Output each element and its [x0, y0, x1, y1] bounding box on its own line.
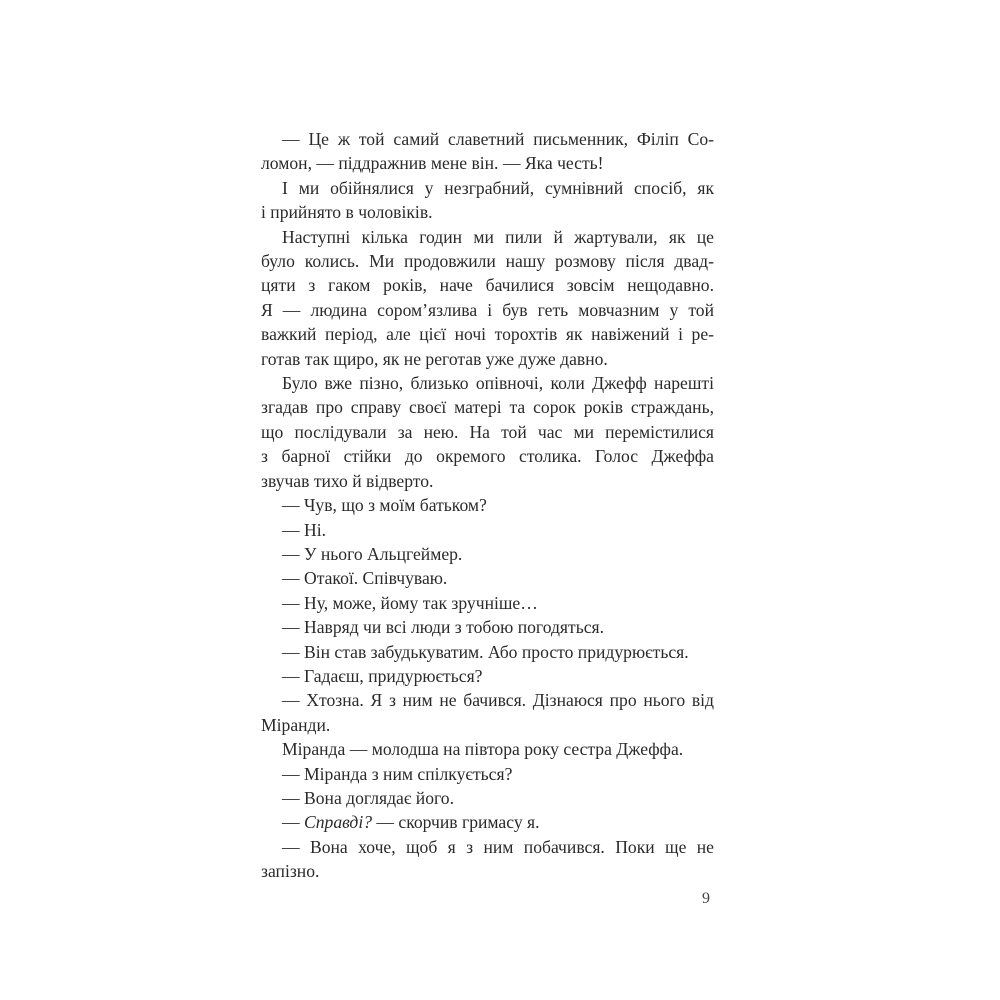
text-line: цяти з гаком років, наче бачилися зовсім нещодавно.: [261, 275, 714, 296]
text-line: І ми обійнялися у незграбний, сумнівний спосіб, як: [282, 177, 714, 198]
dialogue-line: [261, 664, 714, 688]
text-line: — Гадаєш, придурюється?: [282, 665, 483, 686]
text-line: звучав тихо й відверто.: [261, 470, 434, 491]
dialogue-line: [261, 518, 714, 542]
text-line: — Ну, може, йому так зручніше…: [282, 592, 538, 613]
text-line: — Ні.: [282, 519, 326, 540]
text-line: Було вже пізно, близько опівночі, коли Джефф нарешті: [282, 373, 714, 394]
text-line: Міранда — молодша на півтора року сестра Джеффа.: [282, 739, 684, 760]
text-line: — Вона хоче, щоб я з ним побачився. Поки ще не: [282, 836, 714, 857]
dialogue-line: [261, 688, 714, 737]
dialogue-line: [261, 762, 714, 786]
text-line: важкий період, але цієї ночі торохтів як навіжений і ре-: [261, 324, 714, 345]
dialogue-line: [261, 566, 714, 590]
text-line: — Він став забудькуватим. Або просто придурюється.: [282, 641, 689, 662]
text-line: запізно.: [261, 861, 320, 882]
text-line: — Чув, що з моїм батьком?: [282, 495, 487, 516]
dialogue-line: [261, 810, 714, 834]
text-line: — Навряд чи всі люди з тобою погодяться.: [282, 617, 605, 638]
page-number: 9: [702, 890, 710, 907]
paragraph: [261, 371, 714, 493]
text-line: [261, 810, 714, 834]
dash: —: [282, 812, 304, 833]
dialogue-line: [261, 591, 714, 615]
dialogue-line: [261, 786, 714, 810]
text-line: готав так щиро, як не реготав уже дуже давно.: [261, 348, 608, 369]
text-line: ломон, — піддражнив мене він. — Яка честь!: [261, 153, 604, 174]
paragraph: [261, 737, 714, 761]
paragraph: [261, 176, 714, 225]
text-line: — Вона доглядає його.: [282, 787, 454, 808]
text-line: — Міранда з ним спілкується?: [282, 763, 513, 784]
dialogue-line: [261, 835, 714, 884]
paragraph: [261, 225, 714, 371]
text-line: що послідували за нею. На той час ми перемістилися: [261, 421, 714, 442]
text-line: Я — людина сором’язлива і був геть мовчазним у той: [261, 299, 714, 320]
text-line: Наступні кілька годин ми пили й жартували, як це: [282, 226, 714, 247]
paragraph: [261, 127, 714, 176]
text-rest: — скорчив гримасу я.: [372, 812, 540, 833]
text-line: згадав про справу своєї матері та сорок років страждань,: [261, 397, 714, 418]
text-line: — Отакої. Співчуваю.: [282, 568, 448, 589]
book-page-text: [261, 127, 714, 884]
dialogue-line: [261, 493, 714, 517]
dialogue-line: [261, 640, 714, 664]
text-line: і прийнято в чоловіків.: [261, 202, 433, 223]
text-line: — Це ж той самий славетний письменник, Філіп Со-: [282, 129, 714, 149]
dialogue-line: [261, 615, 714, 639]
text-line: Міранди.: [261, 714, 331, 735]
dialogue-line: [261, 542, 714, 566]
text-line: було колись. Ми продовжили нашу розмову після двад-: [261, 251, 714, 272]
text-line: — Хтозна. Я з ним не бачився. Дізнаюся про нього від: [282, 690, 714, 711]
text-line: з барної стійки до окремого столика. Голос Джеффа: [261, 446, 714, 467]
text-line: — У нього Альцгеймер.: [282, 543, 463, 564]
italic-emphasis: Справді?: [304, 812, 373, 833]
